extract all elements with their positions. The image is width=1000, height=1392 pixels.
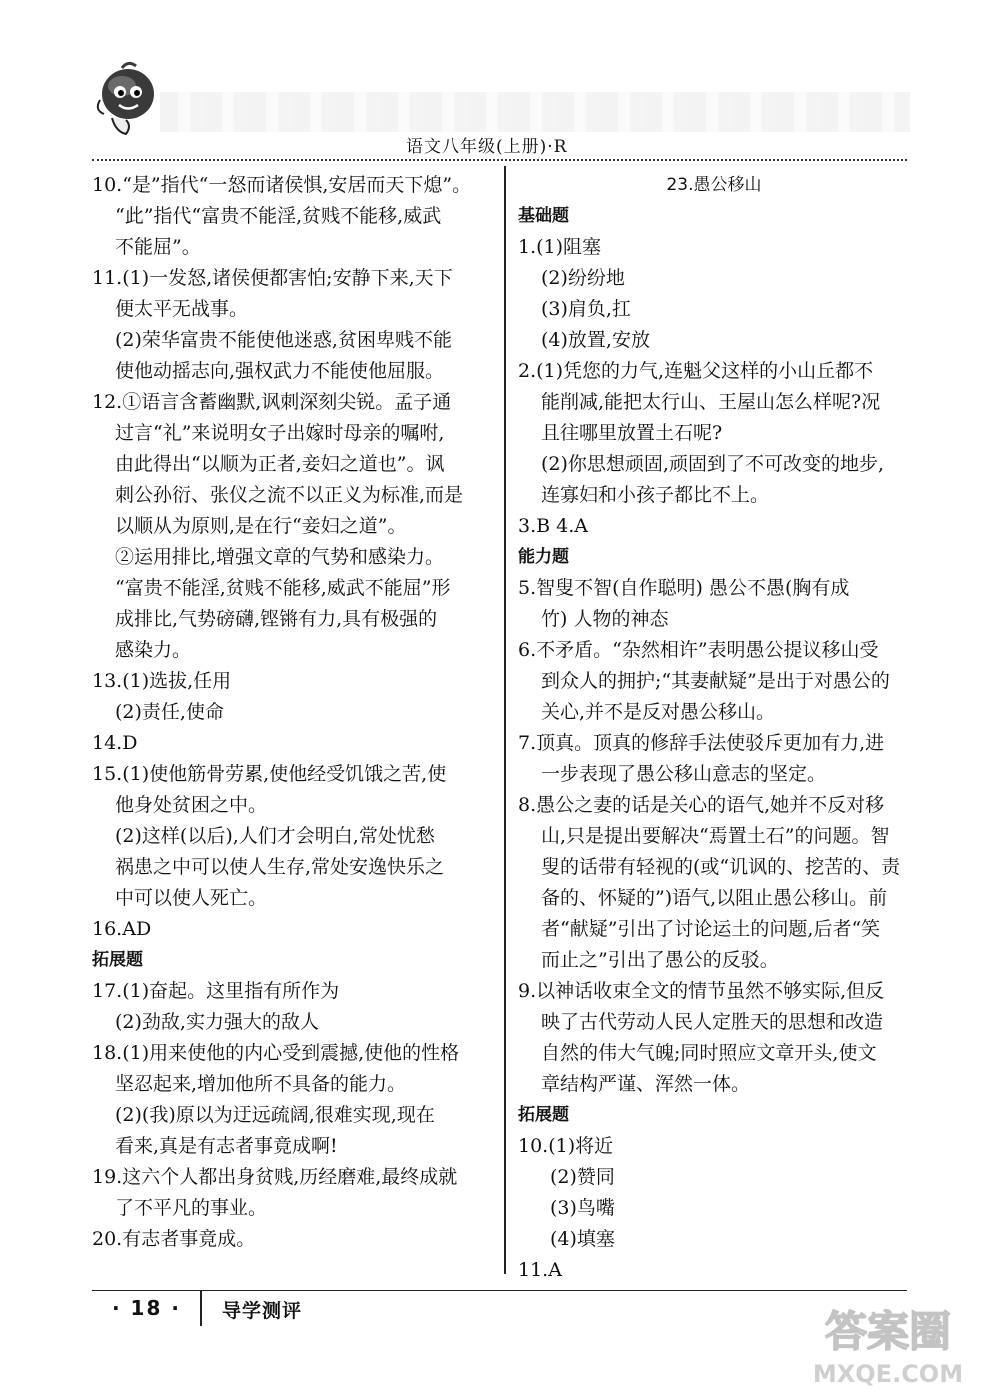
answer-line: 15.(1)使他筋骨劳累,使他经受饥饿之苦,使 bbox=[92, 763, 447, 785]
answer-line: (2)(我)原以为迂远疏阔,很难实现,现在 bbox=[115, 1104, 435, 1126]
answer-line: 3.B 4.A bbox=[518, 515, 588, 537]
answer-line: (2)纷纷地 bbox=[541, 267, 625, 289]
header-dotted-rule bbox=[92, 159, 907, 161]
footer-separator bbox=[200, 1290, 202, 1326]
answer-line: 者“献疑”引出了讨论运土的问题,后者“笑 bbox=[541, 918, 881, 940]
answer-line: 感染力。 bbox=[115, 639, 192, 661]
answer-line: 连寡妇和小孩子都比不上。 bbox=[541, 484, 770, 506]
lesson-title: 23.愚公移山 bbox=[666, 175, 762, 195]
answer-line: 6.不矛盾。“杂然相许”表明愚公提议移山受 bbox=[518, 639, 879, 661]
answer-line: 能削减,能把太行山、王屋山怎么样呢?况 bbox=[541, 391, 881, 413]
answer-line: 到众人的拥护;“其妻献疑”是出于对愚公的 bbox=[541, 670, 890, 692]
answer-line: 18.(1)用来使他的内心受到震撼,使他的性格 bbox=[92, 1042, 460, 1064]
answer-line: 备的、怀疑的”)语气,以阻止愚公移山。前 bbox=[541, 887, 888, 909]
answer-line: 竹) 人物的神态 bbox=[541, 608, 669, 630]
answer-line: 9.以神话收束全文的情节虽然不够实际,但反 bbox=[518, 980, 885, 1002]
answer-line: 7.顶真。顶真的修辞手法使驳斥更加有力,进 bbox=[518, 732, 885, 754]
answer-line: 14.D bbox=[92, 732, 138, 754]
mascot-logo-icon bbox=[92, 60, 162, 138]
left-column bbox=[92, 170, 490, 1255]
page-header bbox=[0, 0, 1000, 165]
answer-line: 了不平凡的事业。 bbox=[115, 1197, 268, 1219]
answer-line: 5.智叟不智(自作聪明) 愚公不愚(胸有成 bbox=[518, 577, 850, 599]
answer-line: 且往哪里放置土石呢? bbox=[541, 422, 723, 444]
answer-line: (3)肩负,扛 bbox=[541, 298, 631, 320]
answer-line: 不能屈”。 bbox=[115, 236, 201, 258]
page-number: · 18 · bbox=[112, 1296, 181, 1320]
answer-line: (2)你思想顽固,顽固到了不可改变的地步, bbox=[541, 453, 884, 475]
answer-line: 看来,真是有志者事竟成啊! bbox=[115, 1135, 338, 1157]
answer-line: 19.这六个人都出身贫贱,历经磨难,最终成就 bbox=[92, 1166, 458, 1188]
answer-line: (2)荣华富贵不能使他迷惑,贫困卑贱不能 bbox=[115, 329, 452, 351]
answer-line: (2)劲敌,实力强大的敌人 bbox=[115, 1011, 319, 1033]
answer-line: 10.“是”指代“一怒而诸侯惧,安居而天下熄”。 bbox=[92, 174, 472, 196]
answer-line: 13.(1)选拔,任用 bbox=[92, 670, 232, 692]
right-column bbox=[518, 170, 910, 1286]
answer-line: (3)鸟嘴 bbox=[550, 1197, 615, 1219]
answer-line: 关心,并不是反对愚公移山。 bbox=[541, 701, 776, 723]
watermark-line1: 答案圈 bbox=[824, 1307, 952, 1356]
answer-line: 映了古代劳动人民人定胜天的思想和改造 bbox=[541, 1011, 884, 1033]
answer-line: 叟的话带有轻视的(或“讥讽的、挖苦的、责 bbox=[541, 856, 901, 878]
answer-line: 成排比,气势磅礴,铿锵有力,具有极强的 bbox=[115, 608, 438, 630]
answer-line: 过言“礼”来说明女子出嫁时母亲的嘱咐, bbox=[115, 422, 445, 444]
section-heading: 拓展题 bbox=[92, 950, 143, 970]
answer-line: 以顺从为原则,是在行“妾妇之道”。 bbox=[115, 515, 407, 537]
answer-line: (2)这样(以后),人们才会明白,常处忧愁 bbox=[115, 825, 435, 847]
answer-line: 11.A bbox=[518, 1259, 562, 1281]
answer-line: 而止之”引出了愚公的反驳。 bbox=[541, 949, 779, 971]
section-heading: 基础题 bbox=[518, 206, 569, 226]
answer-line: 一步表现了愚公移山意志的坚定。 bbox=[541, 763, 827, 785]
running-header-title: 语文八年级(上册)·R bbox=[400, 132, 573, 157]
answer-line: 16.AD bbox=[92, 918, 152, 940]
answer-line: (4)放置,安放 bbox=[541, 329, 650, 351]
answer-line: 使他动摇志向,强权武力不能使他屈服。 bbox=[115, 360, 445, 382]
answer-line: 刺公孙衍、张仪之流不以正义为标准,而是 bbox=[115, 484, 464, 506]
answer-line: 17.(1)奋起。这里指有所作为 bbox=[92, 980, 340, 1002]
answer-line: 12.①语言含蓄幽默,讽刺深刻尖锐。孟子通 bbox=[92, 391, 452, 413]
answer-line: 祸患之中可以使人生存,常处安逸快乐之 bbox=[115, 856, 445, 878]
answer-line: 由此得出“以顺为正者,妾妇之道也”。讽 bbox=[115, 453, 445, 475]
answer-line: “此”指代“富贵不能淫,贫贱不能移,威武 bbox=[115, 205, 442, 227]
answer-line: (2)责任,使命 bbox=[115, 701, 224, 723]
answer-line: 11.(1)一发怒,诸侯便都害怕;安静下来,天下 bbox=[92, 267, 453, 289]
watermark-line2: MXQE.COM bbox=[812, 1360, 964, 1388]
answer-line: (2)赞同 bbox=[550, 1166, 615, 1188]
answer-line: 自然的伟大气魄;同时照应文章开头,使文 bbox=[541, 1042, 877, 1064]
footer-brand: 导学测评 bbox=[222, 1300, 303, 1322]
section-heading: 能力题 bbox=[518, 547, 569, 567]
answer-line: 2.(1)凭您的力气,连魁父这样的小山丘都不 bbox=[518, 360, 874, 382]
answer-line: 20.有志者事竟成。 bbox=[92, 1228, 256, 1250]
answer-line: 坚忍起来,增加他所不具备的能力。 bbox=[115, 1073, 407, 1095]
answer-line: “富贵不能淫,贫贱不能移,威武不能屈”形 bbox=[115, 577, 451, 599]
answer-line: 山,只是提出要解决“焉置土石”的问题。智 bbox=[541, 825, 890, 847]
answer-line: ②运用排比,增强文章的气势和感染力。 bbox=[115, 546, 445, 568]
answer-line: 章结构严谨、浑然一体。 bbox=[541, 1073, 751, 1095]
answer-line: 他身处贫困之中。 bbox=[115, 794, 268, 816]
watermark-logo bbox=[788, 1300, 988, 1390]
column-divider bbox=[504, 166, 506, 1274]
footer-rule bbox=[92, 1290, 907, 1291]
answer-line: 中可以使人死亡。 bbox=[115, 887, 268, 909]
answer-line: 便太平无战事。 bbox=[115, 298, 249, 320]
section-heading: 拓展题 bbox=[518, 1105, 569, 1125]
answer-line: 1.(1)阻塞 bbox=[518, 236, 602, 258]
header-decorative-band bbox=[160, 92, 910, 132]
answer-line: 10.(1)将近 bbox=[518, 1135, 614, 1157]
answer-line: 8.愚公之妻的话是关心的语气,她并不反对移 bbox=[518, 794, 885, 816]
answer-line: (4)填塞 bbox=[550, 1228, 615, 1250]
